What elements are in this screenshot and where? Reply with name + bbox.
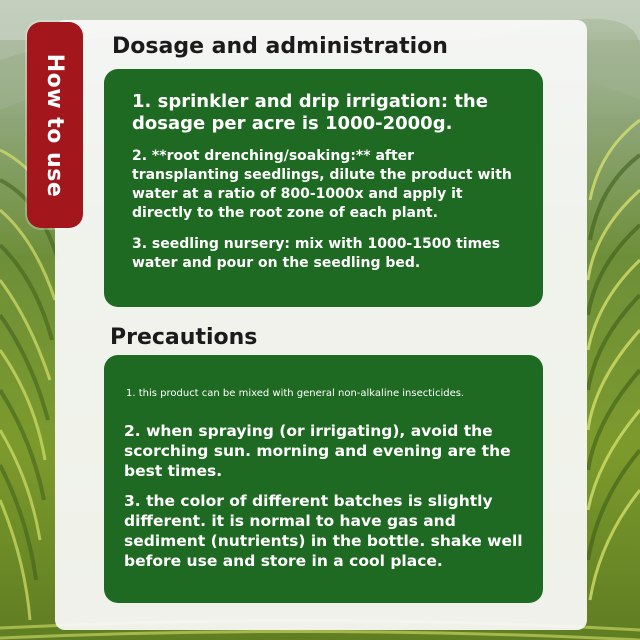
precautions-box bbox=[104, 355, 543, 603]
dosage-heading: Dosage and administration bbox=[112, 34, 448, 59]
dosage-item-3: 3. seedling nursery: mix with 1000-1500 times water and pour on the seedling bed. bbox=[132, 236, 500, 271]
how-to-use-tab bbox=[27, 22, 83, 228]
precaution-item-1: 1. this product can be mixed with general non-alkaline insecticides. bbox=[126, 388, 465, 399]
dosage-box bbox=[104, 69, 543, 307]
precaution-item-3: 3. the color of different batches is slightly different. it is normal to have gas and sediment (nutrients) in the bottle. shake well before use and store in a cool place. bbox=[124, 492, 523, 570]
how-to-use-label: How to use bbox=[42, 53, 68, 197]
dosage-item-1: 1. sprinkler and drip irrigation: the dosage per acre is 1000-2000g. bbox=[132, 91, 488, 134]
dosage-item-2: 2. **root drenching/soaking:** after transplanting seedlings, dilute the product with water at a ratio of 800-1000x and apply it directly to the root zone of each plant. bbox=[132, 148, 512, 221]
precautions-heading: Precautions bbox=[110, 325, 258, 350]
precaution-item-2: 2. when spraying (or irrigating), avoid the scorching sun. morning and evening are the best times. bbox=[124, 422, 511, 480]
